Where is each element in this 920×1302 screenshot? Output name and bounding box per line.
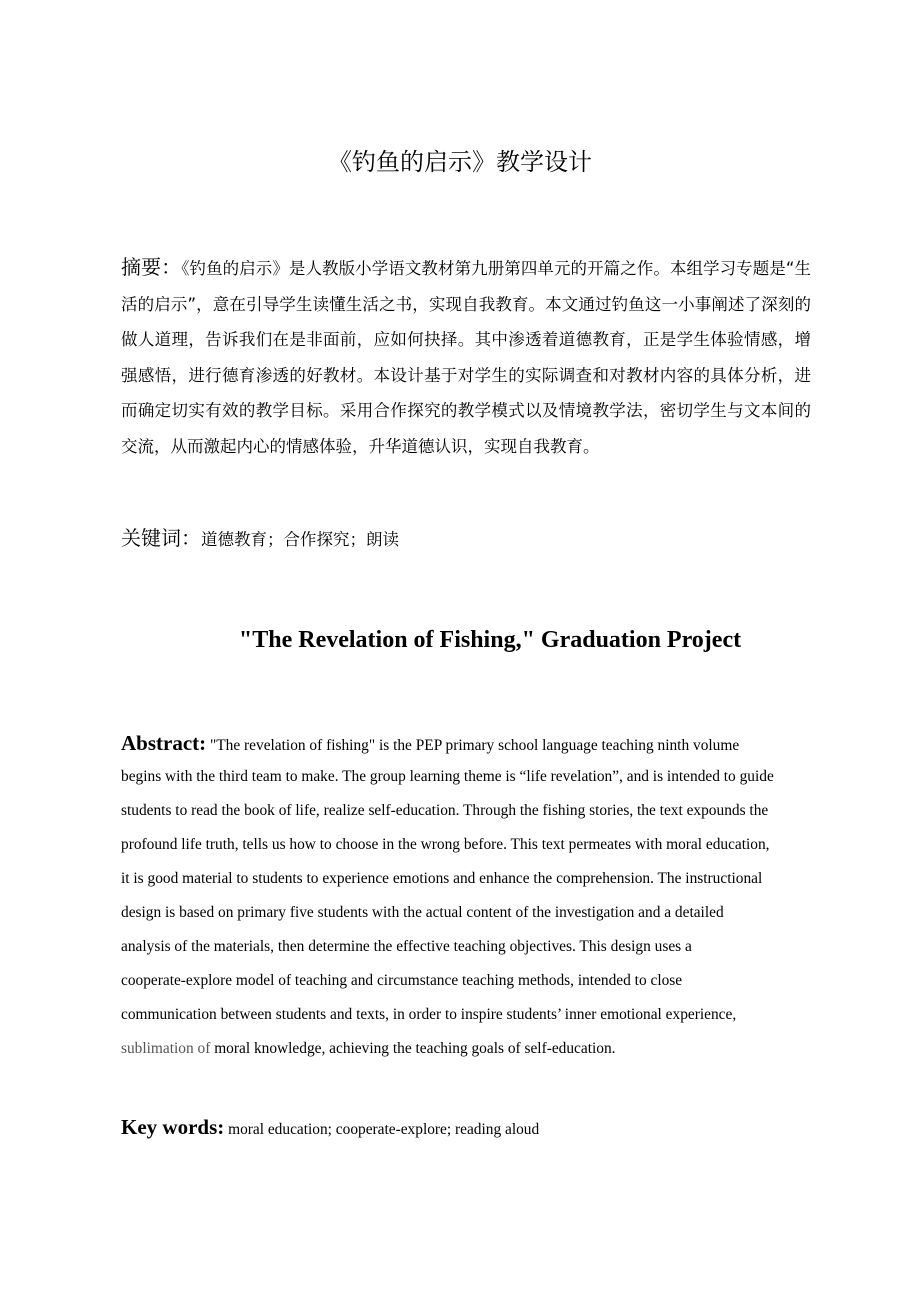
chinese-abstract — [121, 250, 811, 464]
english-abstract-line: profound life truth, tells us how to choose in the wrong before. This text permeates with moral education, — [121, 836, 770, 853]
english-keywords-text: moral education; cooperate-explore; reading aloud — [224, 1121, 540, 1138]
chinese-abstract-label: 摘要： — [121, 255, 182, 279]
english-abstract-label: Abstract: — [121, 731, 207, 755]
english-title: "The Revelation of Fishing," Graduation Project — [238, 627, 742, 653]
english-abstract-line — [121, 726, 821, 760]
english-abstract-line: students to read the book of life, realize self-education. Through the fishing stories, the text expounds the — [121, 802, 769, 819]
english-keywords — [121, 1110, 821, 1147]
english-abstract-line: it is good material to students to experience emotions and enhance the comprehension. The instructional — [121, 870, 763, 887]
chinese-abstract-text: 《钓鱼的启示》是人教版小学语文教材第九册第四单元的开篇之作。本组学习专题是“生活的启示”，意在引导学生读懂生活之书，实现自我教育。本文通过钓鱼这一小事阐述了深刻的做人道理，告诉我们在是非面前，应如何抉择。其中渗透着道德教育，正是学生体验情感，增强感悟，进行德育渗透的好教材。本设计基于对学生的实际调查和对教材内容的具体分析，进而确定切实有效的教学目标。采用合作探究的教学模式以及情境教学法，密切学生与文本间的交流，从而激起内心的情感体验，升华道德认识，实现自我教育。 — [121, 259, 811, 456]
english-abstract-text: moral knowledge, achieving the teaching goals of self-education. — [210, 1040, 616, 1057]
chinese-title: 《钓鱼的启示》教学设计 — [328, 148, 592, 176]
chinese-keywords-label: 关键词： — [121, 526, 201, 550]
chinese-keywords-text: 道德教育；合作探究；朗读 — [201, 530, 399, 549]
english-abstract-muted-text: sublimation of — [121, 1040, 211, 1057]
english-abstract — [121, 726, 821, 1066]
chinese-keywords — [121, 522, 811, 556]
english-abstract-line: communication between students and texts, in order to inspire students’ inner emotional experience, — [121, 1006, 737, 1023]
english-abstract-line — [121, 1032, 821, 1066]
english-abstract-line: cooperate-explore model of teaching and circumstance teaching methods, intended to close — [121, 972, 683, 989]
english-keywords-label: Key words: — [121, 1115, 225, 1139]
english-abstract-text: "The revelation of fishing" is the PEP primary school language teaching ninth volume — [206, 737, 740, 754]
english-abstract-line: analysis of the materials, then determine the effective teaching objectives. This design uses a — [121, 938, 692, 955]
english-abstract-line: begins with the third team to make. The group learning theme is “life revelation”, and is intended to guide — [121, 768, 774, 785]
english-abstract-line: design is based on primary five students with the actual content of the investigation and a detailed — [121, 904, 724, 921]
